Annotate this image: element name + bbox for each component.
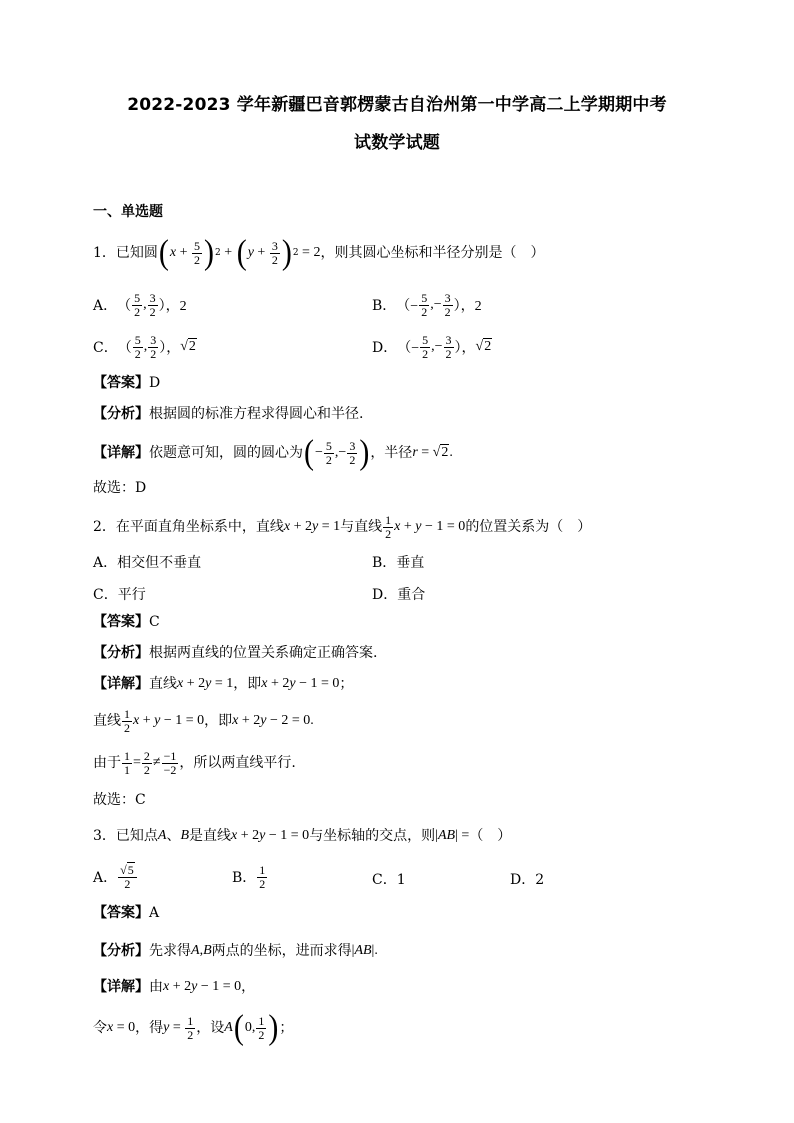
q2-option-a: A．相交但不垂直 (93, 555, 202, 571)
q2-choose: 故选： C (93, 792, 146, 808)
q2-detail-1: 【详解】 直线 x + 2 y = 1 ，即 x + 2 y − 1 = 0 ； (93, 676, 354, 692)
q3-option-b: B． $\frac{1}{2}$ (232, 863, 266, 891)
q2-detail-3: 由于 $\frac{1}{1}$ = $\frac{2}{2}$ ≠ $\frac{-1}{-2}$ ，所以两直线平行. (93, 749, 296, 777)
q1-option-b: B． （− $\frac{5}{2}$ ,− $\frac{3}{2}$ ），2 (372, 291, 482, 319)
exam-title-line2: 试数学试题 (354, 133, 440, 153)
q3-analysis: 【分析】 先求得 A , B 两点的坐标，进而求得 | AB |. (93, 943, 378, 959)
q2-option-b: B．垂直 (372, 555, 425, 571)
q1-analysis: 【分析】 根据圆的标准方程求得圆心和半径. (93, 406, 364, 422)
q3-detail: 【详解】 由 x + 2 y − 1 = 0 ， (93, 979, 256, 995)
section-heading: 一、单选题 (93, 204, 163, 220)
q2-detail-2: 直线 $\frac{1}{2}$ x + y − 1 = 0 ，即 x + 2 y − 2 = 0. (93, 707, 314, 735)
question-2-stem: 2．在平面直角坐标系中，直线 x + 2 y = 1 与直线 $\frac{1}{2}$ x + y − 1 = 0 的位置关系为（ ） (93, 513, 592, 541)
question-1-stem: 1．已知圆 ( x + $\frac{5}{2}$ ) 2 + ( y + $\frac{3}{2}$ ) 2 = 2 ，则其圆心坐标和半径分别是（ ） (93, 233, 545, 272)
q3-option-c: C．1 (372, 872, 406, 888)
q1-option-a: A． （ $\frac{5}{2}$ , $\frac{3}{2}$ ），2 (93, 291, 187, 319)
q3-detail-line2: 令 x = 0 ，得 y = $\frac{1}{2}$ ，设 A ( 0, $\frac{1}{2}$ ) ； (93, 1008, 294, 1047)
q3-answer: 【答案】 A (93, 905, 160, 921)
q2-analysis: 【分析】 根据两直线的位置关系确定正确答案. (93, 645, 378, 661)
q1-option-d: D． （− $\frac{5}{2}$ ,− $\frac{3}{2}$ ）， √2 (372, 333, 492, 361)
q1-answer: 【答案】 D (93, 375, 161, 391)
q2-option-c: C．平行 (93, 587, 146, 603)
q3-option-a: A． $\frac{√5}{2}$ (93, 864, 138, 890)
q2-option-d: D．重合 (372, 587, 426, 603)
q1-choose: 故选： D (93, 480, 147, 496)
q3-option-d: D．2 (510, 872, 545, 888)
exam-title-line1: 2022-2023 学年新疆巴音郭楞蒙古自治州第一中学高二上学期期中考 (127, 95, 667, 115)
q1-option-c: C． （ $\frac{5}{2}$ , $\frac{3}{2}$ ）， √2 (93, 333, 196, 361)
q1-detail: 【详解】 依题意可知，圆的圆心为 ( − $\frac{5}{2}$ ,− $\frac{3}{2}$ ) ，半径 r = √2 . (93, 433, 453, 472)
question-3-stem: 3．已知点 A 、 B 是直线 x + 2 y − 1 = 0 与坐标轴的交点，则 | AB | = （ ） (93, 828, 512, 844)
q2-answer: 【答案】 C (93, 614, 160, 630)
